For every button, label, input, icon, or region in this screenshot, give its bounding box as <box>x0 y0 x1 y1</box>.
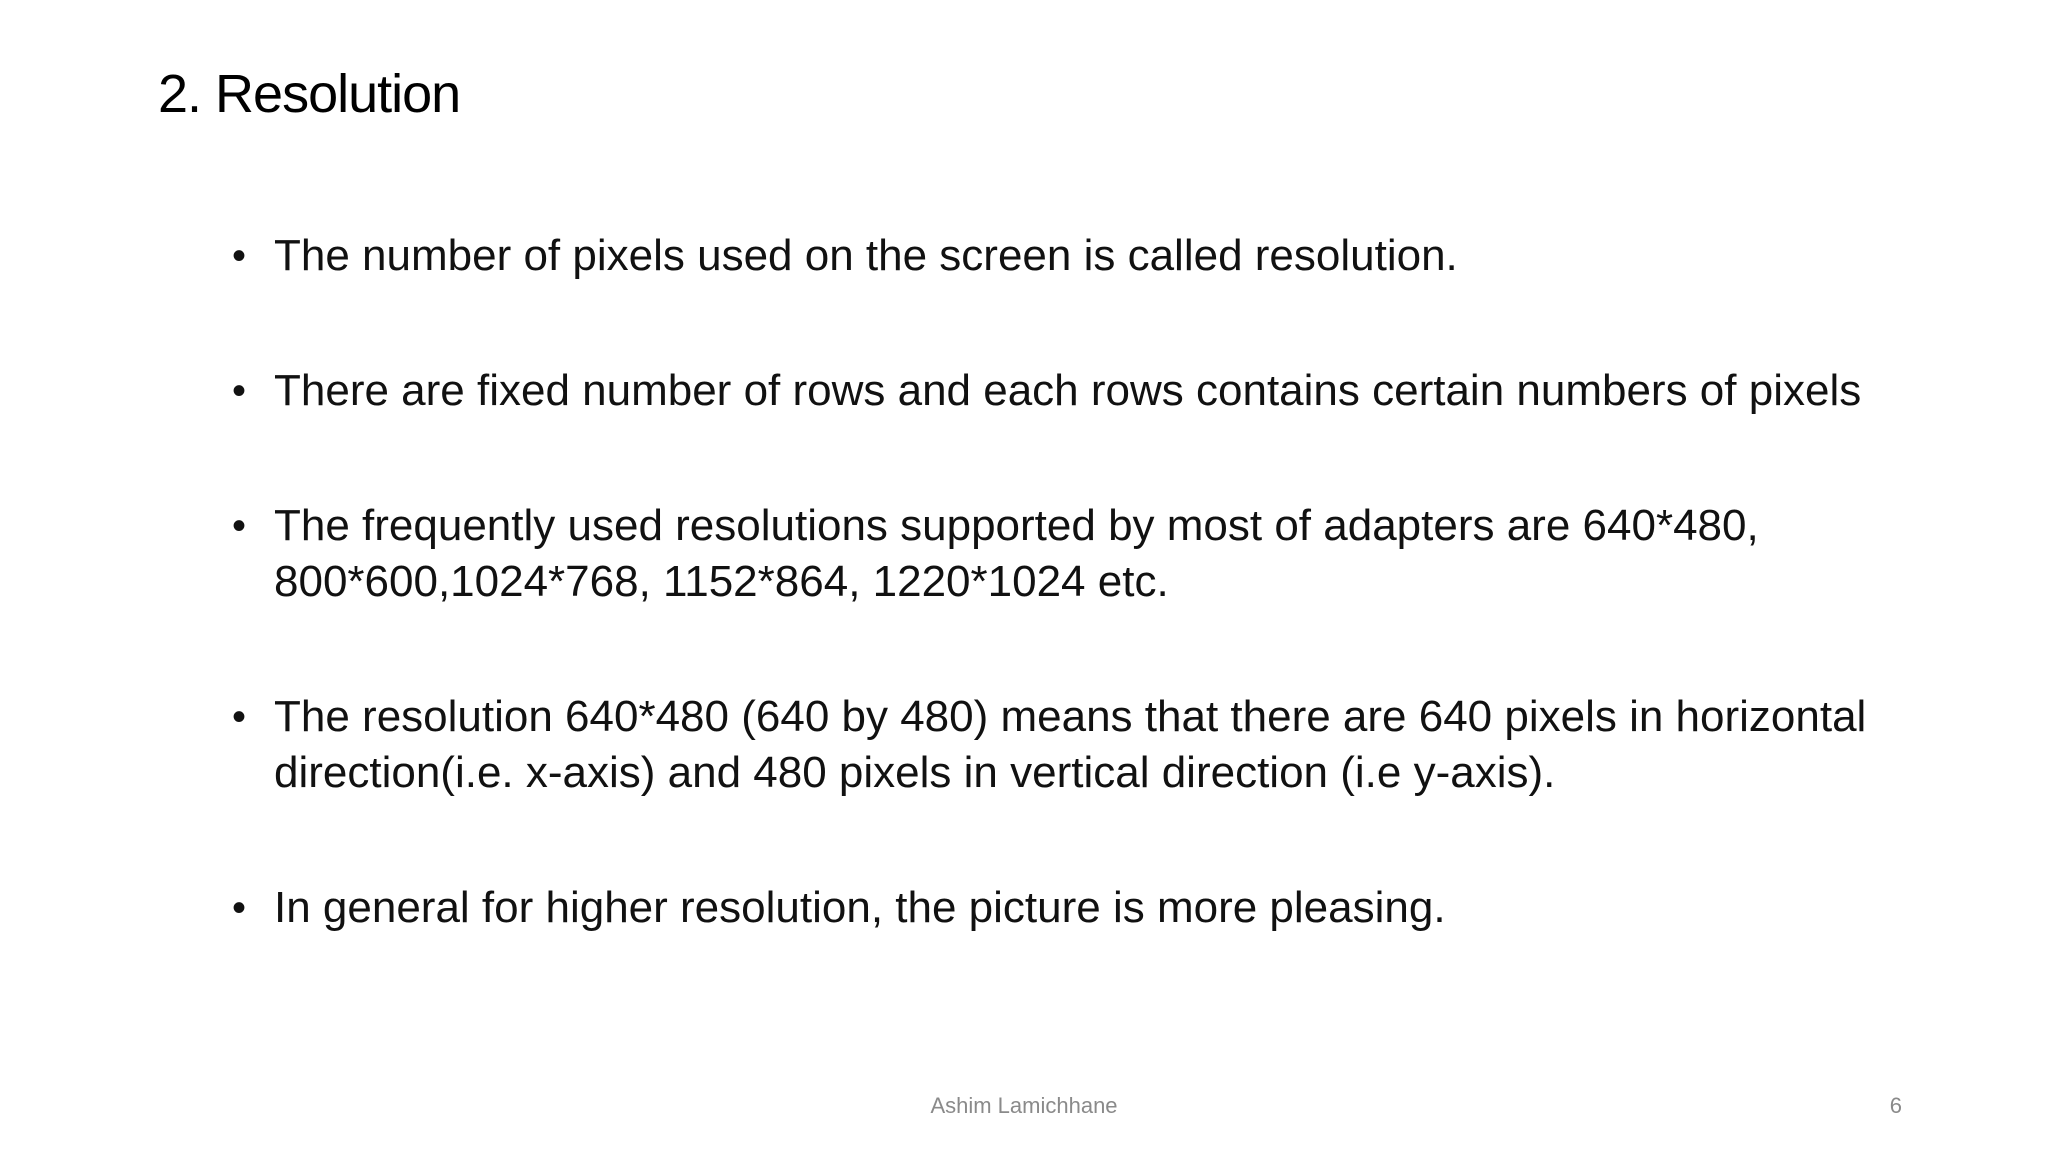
bullet-item <box>232 880 1892 936</box>
bullet-dot-icon: • <box>232 886 247 930</box>
footer-author: Ashim Lamichhane <box>930 1093 1118 1118</box>
bullet-item <box>232 228 1892 284</box>
slide-title: 2. Resolution <box>158 64 461 124</box>
bullet-text: There are fixed number of rows and each rows contains certain numbers of pixels <box>274 366 1862 415</box>
bullet-dot-icon: • <box>232 504 247 548</box>
bullet-item <box>232 363 1892 419</box>
page-number: 6 <box>1889 1093 1902 1118</box>
bullet-list <box>232 228 1892 936</box>
bullet-dot-icon: • <box>232 234 247 278</box>
bullet-item <box>232 689 1892 801</box>
bullet-dot-icon: • <box>232 369 247 413</box>
bullet-dot-icon: • <box>232 695 247 739</box>
bullet-text: The frequently used resolutions supported by most of adapters are 640*480, 800*600,1024*768, 1152*864, 1220*1024 etc. <box>274 501 1759 606</box>
bullet-item <box>232 498 1892 610</box>
bullet-text: In general for higher resolution, the picture is more pleasing. <box>274 883 1446 932</box>
bullet-text: The resolution 640*480 (640 by 480) means that there are 640 pixels in horizontal direction(i.e. x-axis) and 480 pixels in vertical direction (i.e y-axis). <box>274 692 1867 797</box>
bullet-text: The number of pixels used on the screen is called resolution. <box>274 231 1458 280</box>
